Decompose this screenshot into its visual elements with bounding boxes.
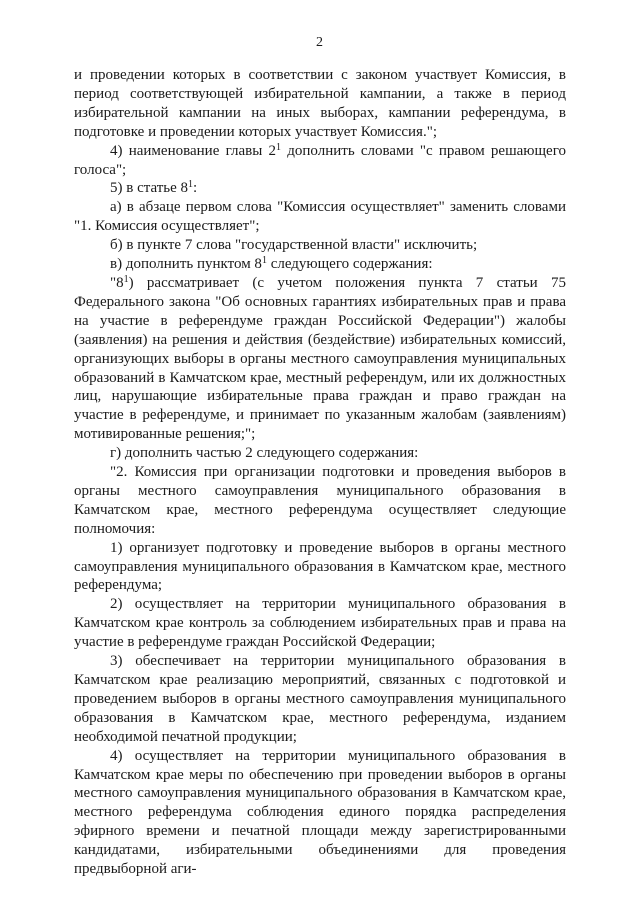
- page-number: 2: [316, 35, 323, 50]
- paragraph-quote-8-1: [74, 274, 566, 444]
- paragraph-power-4: 4) осуществляет на территории муниципального образования в Камчатском крае меры по обеспечению при проведении выборов в органы местного самоуправления муниципального образования в Камчатском крае, местного референдума соблюдения единого порядка распределения эфирного времени и печатной площади между зарегистрированными кандидатами, избирательными объединениями для проведения предвыборной аги-: [74, 747, 566, 878]
- superscript: 1: [276, 141, 282, 153]
- superscript: 1: [123, 273, 129, 285]
- paragraph-sub-v: [74, 255, 566, 274]
- paragraph-text: в) дополнить пунктом 8: [110, 256, 262, 273]
- paragraph-power-1: 1) организует подготовку и проведение выборов в органы местного самоуправления муниципального образования в Камчатском крае, местного референдума;: [74, 539, 566, 594]
- paragraph-sub-b: б) в пункте 7 слова "государственной власти" исключить;: [110, 237, 478, 254]
- paragraph-power-2: 2) осуществляет на территории муниципального образования в Камчатском крае контроль за соблюдением избирательных прав и права на участие в референдуме граждан Российской Федерации;: [74, 596, 566, 651]
- paragraph-continuation: и проведении которых в соответствии с законом участвует Комиссия, в период соответствующей избирательной кампании, а также в период избирательной кампании на иных выборах, кампании референдума, в подготовке и проведении которых участвует Комиссия.";: [74, 67, 566, 140]
- paragraph-sub-g: г) дополнить частью 2 следующего содержания:: [110, 445, 419, 462]
- paragraph-text: следующего содержания:: [266, 256, 433, 273]
- paragraph-text: :: [193, 180, 198, 197]
- superscript: 1: [261, 255, 267, 267]
- paragraph-text: 5) в статье 8: [110, 180, 189, 197]
- paragraph-item-4: [74, 142, 566, 180]
- paragraph-text: 4) наименование главы 2: [110, 142, 277, 159]
- paragraph-sub-a: а) в абзаце первом слова "Комиссия осуществляет" заменить словами "1. Комиссия осуществляет";: [74, 199, 566, 235]
- paragraph-power-3: 3) обеспечивает на территории муниципального образования в Камчатском крае реализацию мероприятий, связанных с подготовкой и проведением выборов в органы местного самоуправления муниципального образования в Камчатском крае, местного референдума, изданием необходимой печатной продукции;: [74, 653, 566, 745]
- paragraph-text: ) рассматривает (с учетом положения пункта 7 статьи 75 Федерального закона "Об основных гарантиях избирательных прав и права на участие в референдуме граждан Российской Федерации") жалобы (заявления) на решения и действия (бездействие) избирательных комиссий, организующих выборы в органы местного самоуправления муниципальных образований в Камчатском крае, местный референдум, или их должностных лиц, нарушающие избирательные права граждан и право граждан на участие в референдуме, и принимает по указанным жалобам (заявлениям) мотивированные решения;";: [74, 274, 566, 443]
- paragraph-item-5: [74, 179, 566, 198]
- paragraph-part-2: "2. Комиссия при организации подготовки и проведения выборов в органы местного самоуправления муниципального образования в Камчатском крае, местного референдума осуществляет следующие полномочия:: [74, 464, 566, 537]
- superscript: 1: [188, 179, 194, 191]
- paragraph-text: "8: [110, 274, 124, 291]
- paragraph-text: дополнить словами "с правом решающего голоса";: [74, 142, 566, 178]
- document-body: [74, 66, 566, 879]
